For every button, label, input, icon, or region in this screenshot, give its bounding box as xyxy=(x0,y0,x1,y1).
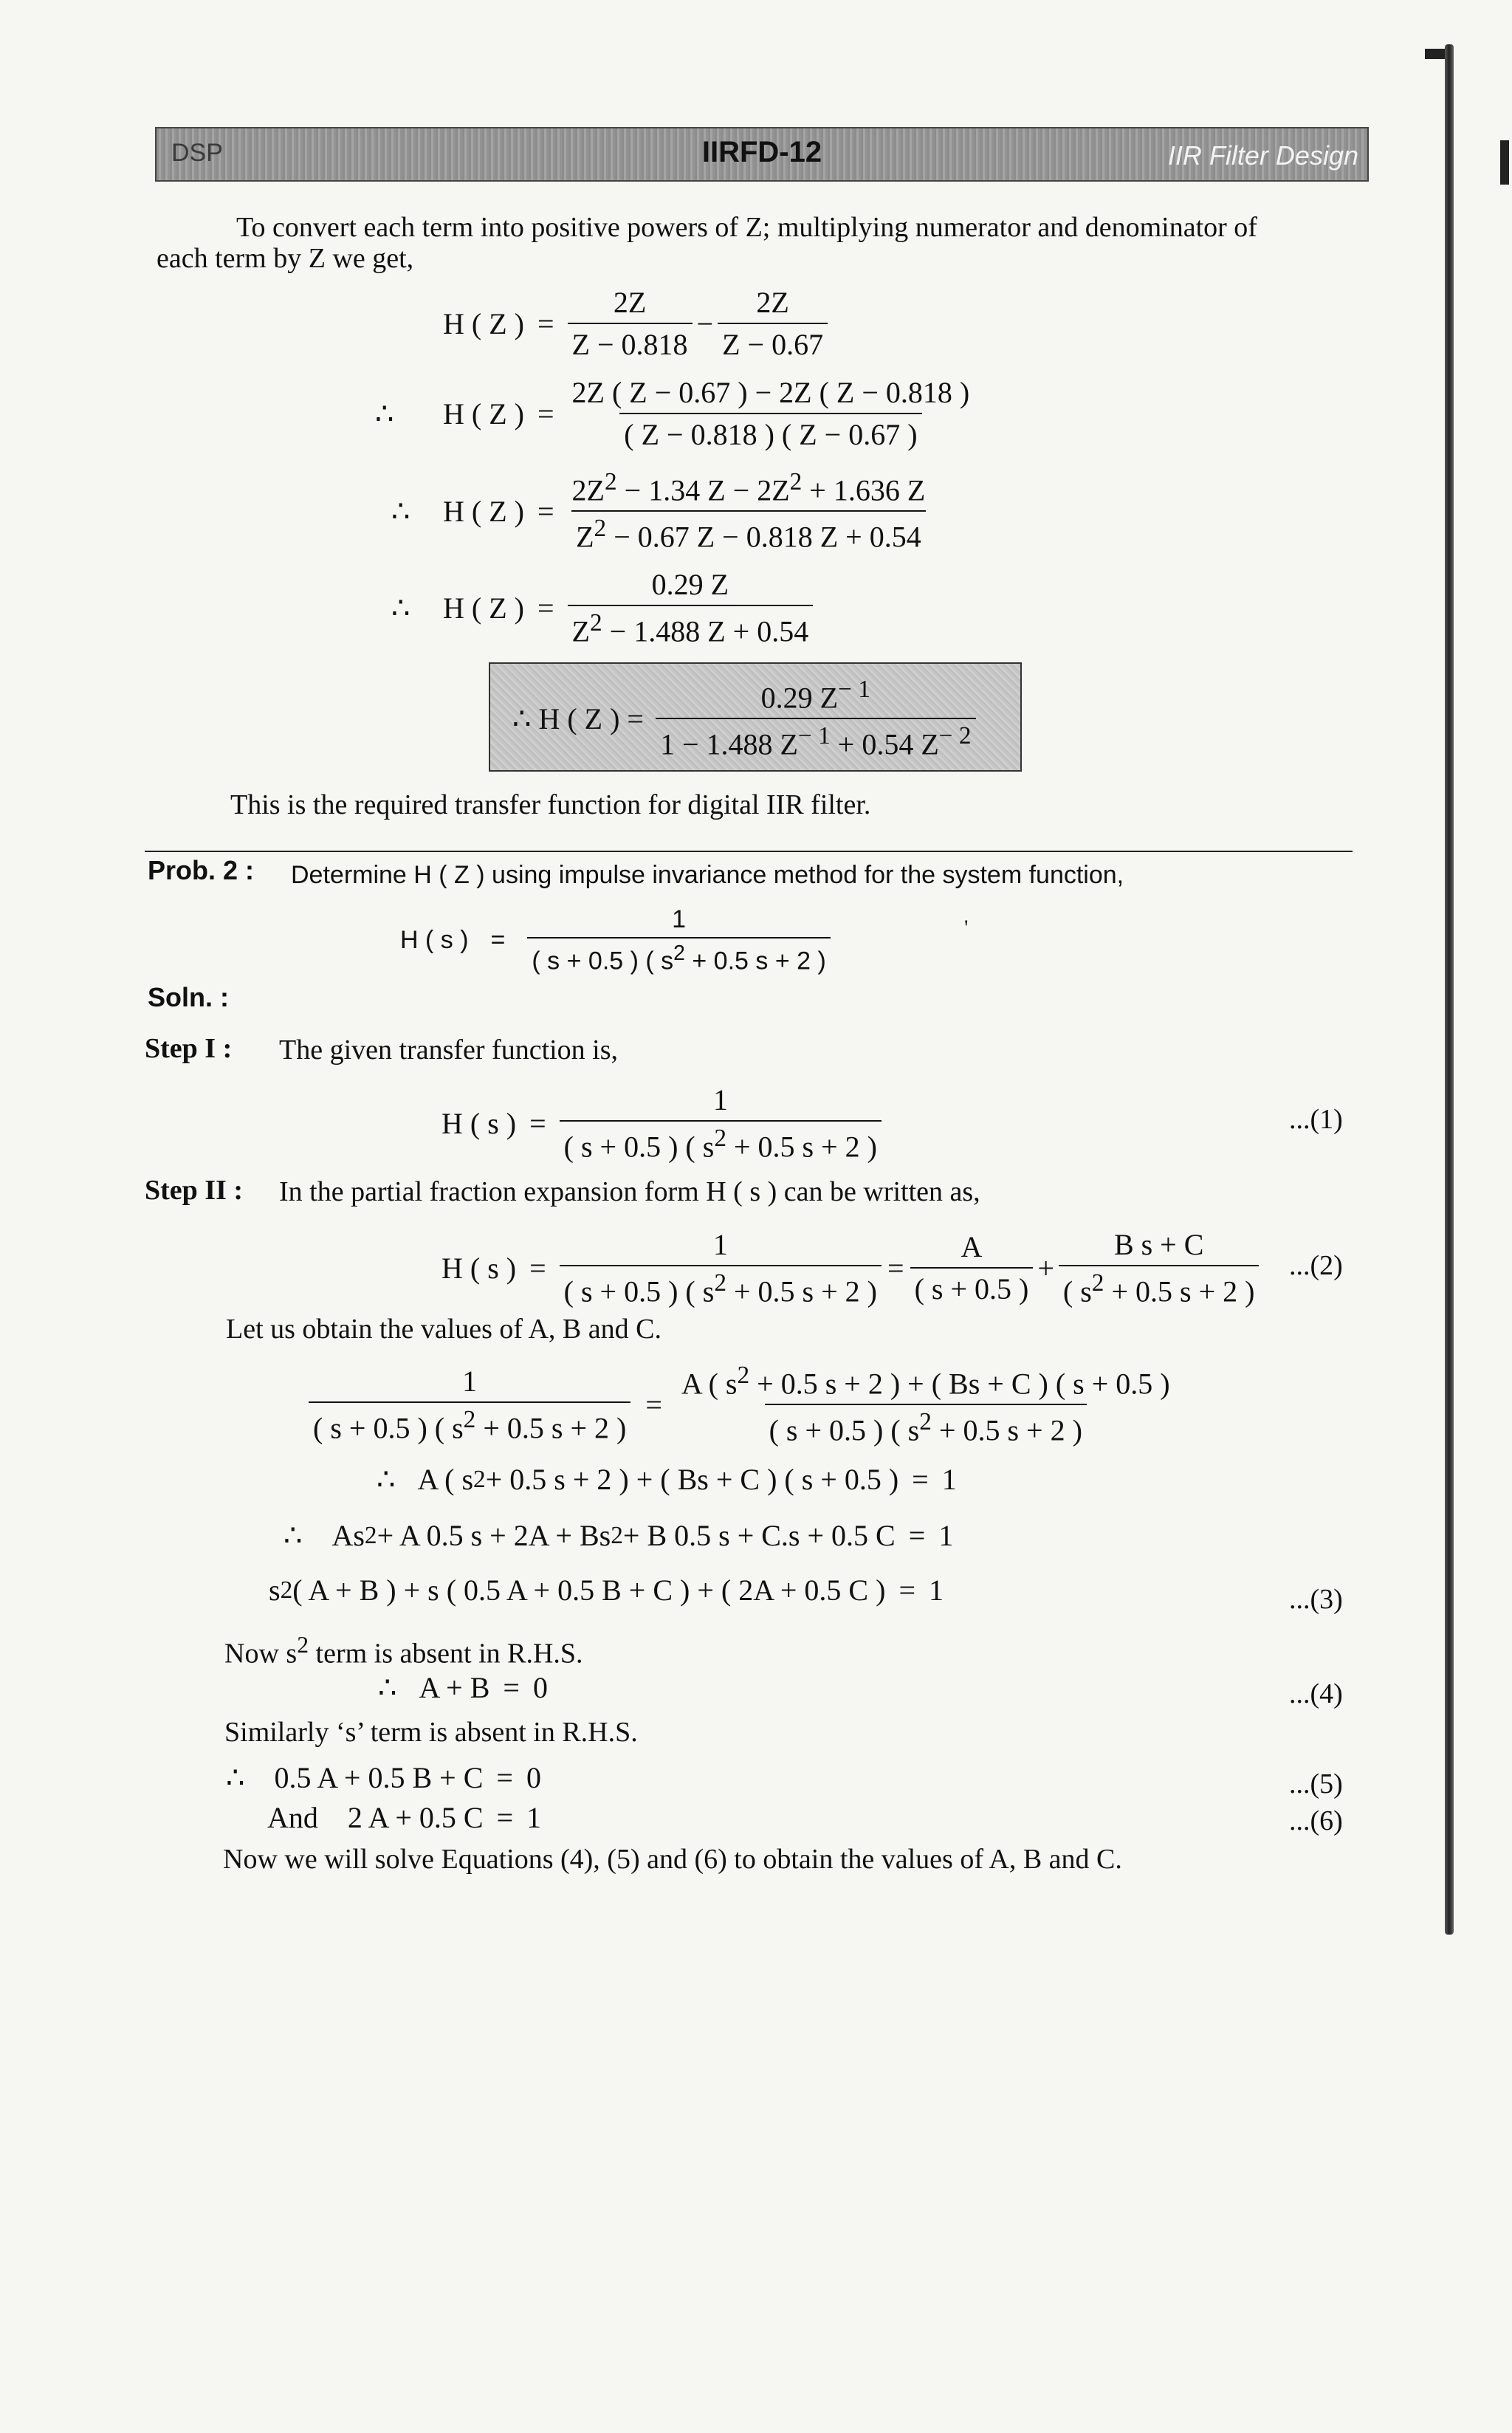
eq-equals: = xyxy=(496,1801,514,1834)
equation-hz-4 xyxy=(391,567,813,648)
eq-equals: = xyxy=(503,1671,520,1704)
eq-equals: = xyxy=(645,1387,662,1421)
term: 2 A + 0.5 C xyxy=(347,1801,484,1834)
equation-line-b xyxy=(284,1518,953,1553)
term: + 0.5 s + 2 ) + ( Bs + C ) ( s + 0.5 ) xyxy=(749,1367,1170,1401)
exponent: − 1 xyxy=(838,676,870,703)
exponent: 2 xyxy=(280,1576,293,1604)
exponent: − 2 xyxy=(938,722,972,750)
stray-mark: ' xyxy=(964,916,969,940)
term: ( s + 0.5 ) ( s xyxy=(313,1411,464,1445)
term: − 1.488 Z + 0.54 xyxy=(602,614,809,648)
eq-lhs: H ( Z ) xyxy=(443,494,524,528)
term: + 0.5 s + 2 ) + ( Bs + C ) ( s + 0.5 ) xyxy=(485,1463,899,1496)
eq-equals: = xyxy=(887,1251,904,1285)
denominator xyxy=(656,718,976,761)
section-divider xyxy=(145,851,1353,852)
exponent: 2 xyxy=(919,1408,932,1436)
rhs: 1 xyxy=(526,1801,542,1834)
exponent: 2 xyxy=(604,468,617,495)
term: + 0.5 s + 2 ) xyxy=(726,1130,877,1164)
exponent: 2 xyxy=(1091,1269,1104,1297)
page-edge-tab xyxy=(1500,140,1509,185)
equation-line-f xyxy=(267,1800,541,1835)
equation-line-e xyxy=(226,1760,541,1795)
text: Now s xyxy=(224,1638,298,1670)
equation-line-a xyxy=(377,1462,957,1497)
term: 2Z xyxy=(571,473,605,507)
denominator: ( s + 0.5 ) xyxy=(910,1267,1034,1306)
term: A ( s xyxy=(417,1463,474,1496)
numerator: 0.29 Z xyxy=(651,568,729,601)
term: As xyxy=(331,1519,365,1552)
term: A + B xyxy=(419,1671,490,1704)
page-edge-bar xyxy=(1445,44,1454,1935)
term: − 1.34 Z − 2Z xyxy=(616,473,790,507)
numerator xyxy=(568,468,930,510)
term: s xyxy=(269,1574,281,1607)
conclusion-text: This is the required transfer function for digital IIR filter. xyxy=(230,789,871,820)
term: + 0.5 s + 2 ) xyxy=(1104,1274,1255,1308)
therefore-symbol: ∴ xyxy=(226,1761,245,1794)
rhs: 1 xyxy=(938,1519,954,1552)
denominator: Z − 0.818 xyxy=(568,323,693,362)
header-page-number: IIRFD-12 xyxy=(701,136,822,168)
eq-lhs: H ( s ) xyxy=(400,926,469,955)
solution-label: Soln. : xyxy=(148,982,229,1012)
numerator: 2Z xyxy=(756,286,789,319)
equation-number: ...(2) xyxy=(1289,1250,1343,1281)
term: ( s + 0.5 ) ( s xyxy=(769,1413,920,1447)
therefore-symbol: ∴ xyxy=(391,591,410,625)
denominator xyxy=(527,937,830,975)
therefore-symbol: ∴ xyxy=(377,1463,396,1496)
exponent: 2 xyxy=(473,1465,486,1493)
equation-line-d xyxy=(378,1670,548,1705)
exponent: − 1 xyxy=(797,722,831,750)
therefore-symbol: ∴ xyxy=(512,701,532,735)
term: + 0.5 s + 2 ) xyxy=(684,947,826,975)
eq-minus: − xyxy=(696,306,714,340)
step-2-label: Step II : xyxy=(145,1175,244,1206)
numerator: A xyxy=(961,1230,983,1264)
text: term is absent in R.H.S. xyxy=(309,1638,583,1670)
equation-number: ...(6) xyxy=(1289,1805,1343,1836)
equation-line-c xyxy=(269,1573,944,1607)
term: A ( s xyxy=(681,1367,738,1401)
therefore-symbol: ∴ xyxy=(375,397,394,430)
problem-equation xyxy=(400,905,831,975)
term: ( s + 0.5 ) ( s xyxy=(563,1274,715,1308)
numerator xyxy=(757,676,875,718)
fraction xyxy=(560,1227,882,1308)
therefore-symbol: ∴ xyxy=(391,494,410,528)
eq-equals: = xyxy=(529,1106,546,1140)
header-chapter: IIR Filter Design xyxy=(1167,140,1358,171)
fraction xyxy=(568,375,975,452)
term: + 1.636 Z xyxy=(802,473,926,507)
term: 0.5 A + 0.5 B + C xyxy=(274,1761,484,1794)
term: + 0.5 s + 2 ) xyxy=(726,1274,877,1308)
eq-equals: = xyxy=(529,1251,546,1285)
equation-1 xyxy=(441,1082,882,1164)
boxed-equation xyxy=(512,676,976,762)
fraction xyxy=(1059,1227,1260,1308)
term: 0.29 Z xyxy=(760,681,839,715)
rhs: 1 xyxy=(941,1463,957,1496)
eq-lhs: H ( Z ) xyxy=(443,306,524,340)
numerator xyxy=(677,1362,1175,1404)
exponent: 2 xyxy=(714,1269,726,1297)
problem-label: Prob. 2 : xyxy=(148,855,255,885)
denominator: ( Z − 0.818 ) ( Z − 0.67 ) xyxy=(619,413,921,452)
denominator xyxy=(765,1404,1087,1447)
eq-lhs: H ( s ) xyxy=(441,1106,517,1140)
eq-equals: = xyxy=(537,397,554,430)
eq-lhs: H ( Z ) = xyxy=(538,701,644,735)
eq-plus: + xyxy=(1037,1251,1054,1285)
term: − 0.67 Z − 0.818 Z + 0.54 xyxy=(606,520,921,554)
fraction xyxy=(527,905,830,975)
equation-number: ...(5) xyxy=(1289,1768,1343,1799)
denominator xyxy=(560,1265,882,1308)
eq-equals: = xyxy=(537,591,554,625)
fraction xyxy=(560,1082,882,1164)
fraction xyxy=(568,285,693,362)
intro-line-2: each term by Z we get, xyxy=(157,243,414,274)
step-1-label: Step I : xyxy=(145,1033,233,1064)
boxed-result xyxy=(489,662,1022,772)
problem-text: Determine H ( Z ) using impulse invariance method for the system function, xyxy=(291,861,1124,889)
exponent: 2 xyxy=(611,1521,623,1549)
equation-hz-3 xyxy=(391,468,929,555)
final-text: Now we will solve Equations (4), (5) and (6) to obtain the values of A, B and C. xyxy=(223,1844,1122,1875)
equation-2 xyxy=(441,1227,1259,1308)
fraction xyxy=(309,1364,630,1445)
term: ( s + 0.5 ) ( s xyxy=(532,947,674,975)
rhs: 0 xyxy=(526,1761,541,1794)
eq-lhs: H ( Z ) xyxy=(443,397,524,430)
eq-equals: = xyxy=(912,1463,929,1496)
exponent: 2 xyxy=(364,1521,377,1549)
term: 1 − 1.488 Z xyxy=(659,727,798,761)
equation-abc xyxy=(309,1362,1175,1448)
numerator: 1 xyxy=(672,905,687,933)
eq-lhs: H ( Z ) xyxy=(443,591,524,625)
term: + A 0.5 s + 2A + Bs xyxy=(377,1519,611,1552)
eq-equals: = xyxy=(898,1574,915,1607)
denominator xyxy=(309,1401,630,1445)
eq-equals: = xyxy=(908,1519,926,1552)
numerator: B s + C xyxy=(1113,1228,1204,1261)
rhs: 0 xyxy=(532,1671,548,1704)
numerator: 2Z xyxy=(613,286,647,319)
exponent: 2 xyxy=(463,1406,476,1434)
page-header xyxy=(155,127,1369,182)
denominator xyxy=(560,1120,882,1164)
denominator xyxy=(1059,1265,1260,1308)
fraction xyxy=(656,676,976,762)
numerator: 1 xyxy=(712,1228,728,1261)
eq-equals: = xyxy=(490,926,506,955)
equation-number: ...(4) xyxy=(1289,1678,1343,1709)
similarly-text: Similarly ‘s’ term is absent in R.H.S. xyxy=(224,1717,638,1748)
equation-hz-1 xyxy=(443,285,828,362)
fraction xyxy=(568,468,930,555)
term: Z xyxy=(576,520,594,554)
fraction xyxy=(677,1362,1175,1448)
exponent: 2 xyxy=(297,1632,309,1658)
term: + 0.5 s + 2 ) xyxy=(931,1413,1082,1447)
term: + 0.5 s + 2 ) xyxy=(475,1411,627,1445)
exponent: 2 xyxy=(594,515,607,543)
eq-equals: = xyxy=(537,306,554,340)
step-1-text: The given transfer function is, xyxy=(279,1034,619,1065)
therefore-symbol: ∴ xyxy=(378,1671,397,1704)
therefore-symbol: ∴ xyxy=(284,1519,303,1552)
exponent: 2 xyxy=(714,1125,726,1152)
term: + 0.54 Z xyxy=(830,727,939,761)
term: ( s xyxy=(1062,1274,1092,1308)
term: ( A + B ) + s ( 0.5 A + 0.5 B + C ) + ( 2A + 0.5 C ) xyxy=(292,1574,886,1607)
equation-number: ...(3) xyxy=(1289,1584,1343,1615)
fraction xyxy=(568,567,814,648)
let-text: Let us obtain the values of A, B and C. xyxy=(226,1314,662,1345)
fraction xyxy=(910,1229,1034,1306)
intro-line-1: To convert each term into positive powers of Z; multiplying numerator and denominator of xyxy=(236,212,1257,243)
exponent: 2 xyxy=(673,941,685,965)
eq-equals: = xyxy=(537,494,554,528)
step-2-text: In the partial fraction expansion form H ( s ) can be written as, xyxy=(279,1176,980,1207)
eq-lhs: H ( s ) xyxy=(441,1251,517,1285)
exponent: 2 xyxy=(737,1362,750,1389)
denominator xyxy=(571,510,926,554)
exponent: 2 xyxy=(589,609,602,636)
term: Z xyxy=(571,614,590,648)
numerator: 2Z ( Z − 0.67 ) − 2Z ( Z − 0.818 ) xyxy=(571,376,970,409)
and-word: And xyxy=(267,1801,318,1834)
equation-number: ...(1) xyxy=(1289,1104,1343,1135)
exponent: 2 xyxy=(789,468,803,495)
denominator: Z − 0.67 xyxy=(718,323,828,362)
eq-equals: = xyxy=(496,1761,513,1794)
header-subject: DSP xyxy=(171,139,223,167)
numerator: 1 xyxy=(462,1365,478,1399)
term: + B 0.5 s + C.s + 0.5 C xyxy=(622,1519,896,1552)
equation-hz-2 xyxy=(375,375,974,452)
now-s2-text xyxy=(224,1627,583,1672)
rhs: 1 xyxy=(929,1574,944,1607)
term: ( s + 0.5 ) ( s xyxy=(563,1130,715,1164)
numerator: 1 xyxy=(712,1083,728,1116)
denominator xyxy=(568,605,814,648)
fraction xyxy=(718,285,828,362)
